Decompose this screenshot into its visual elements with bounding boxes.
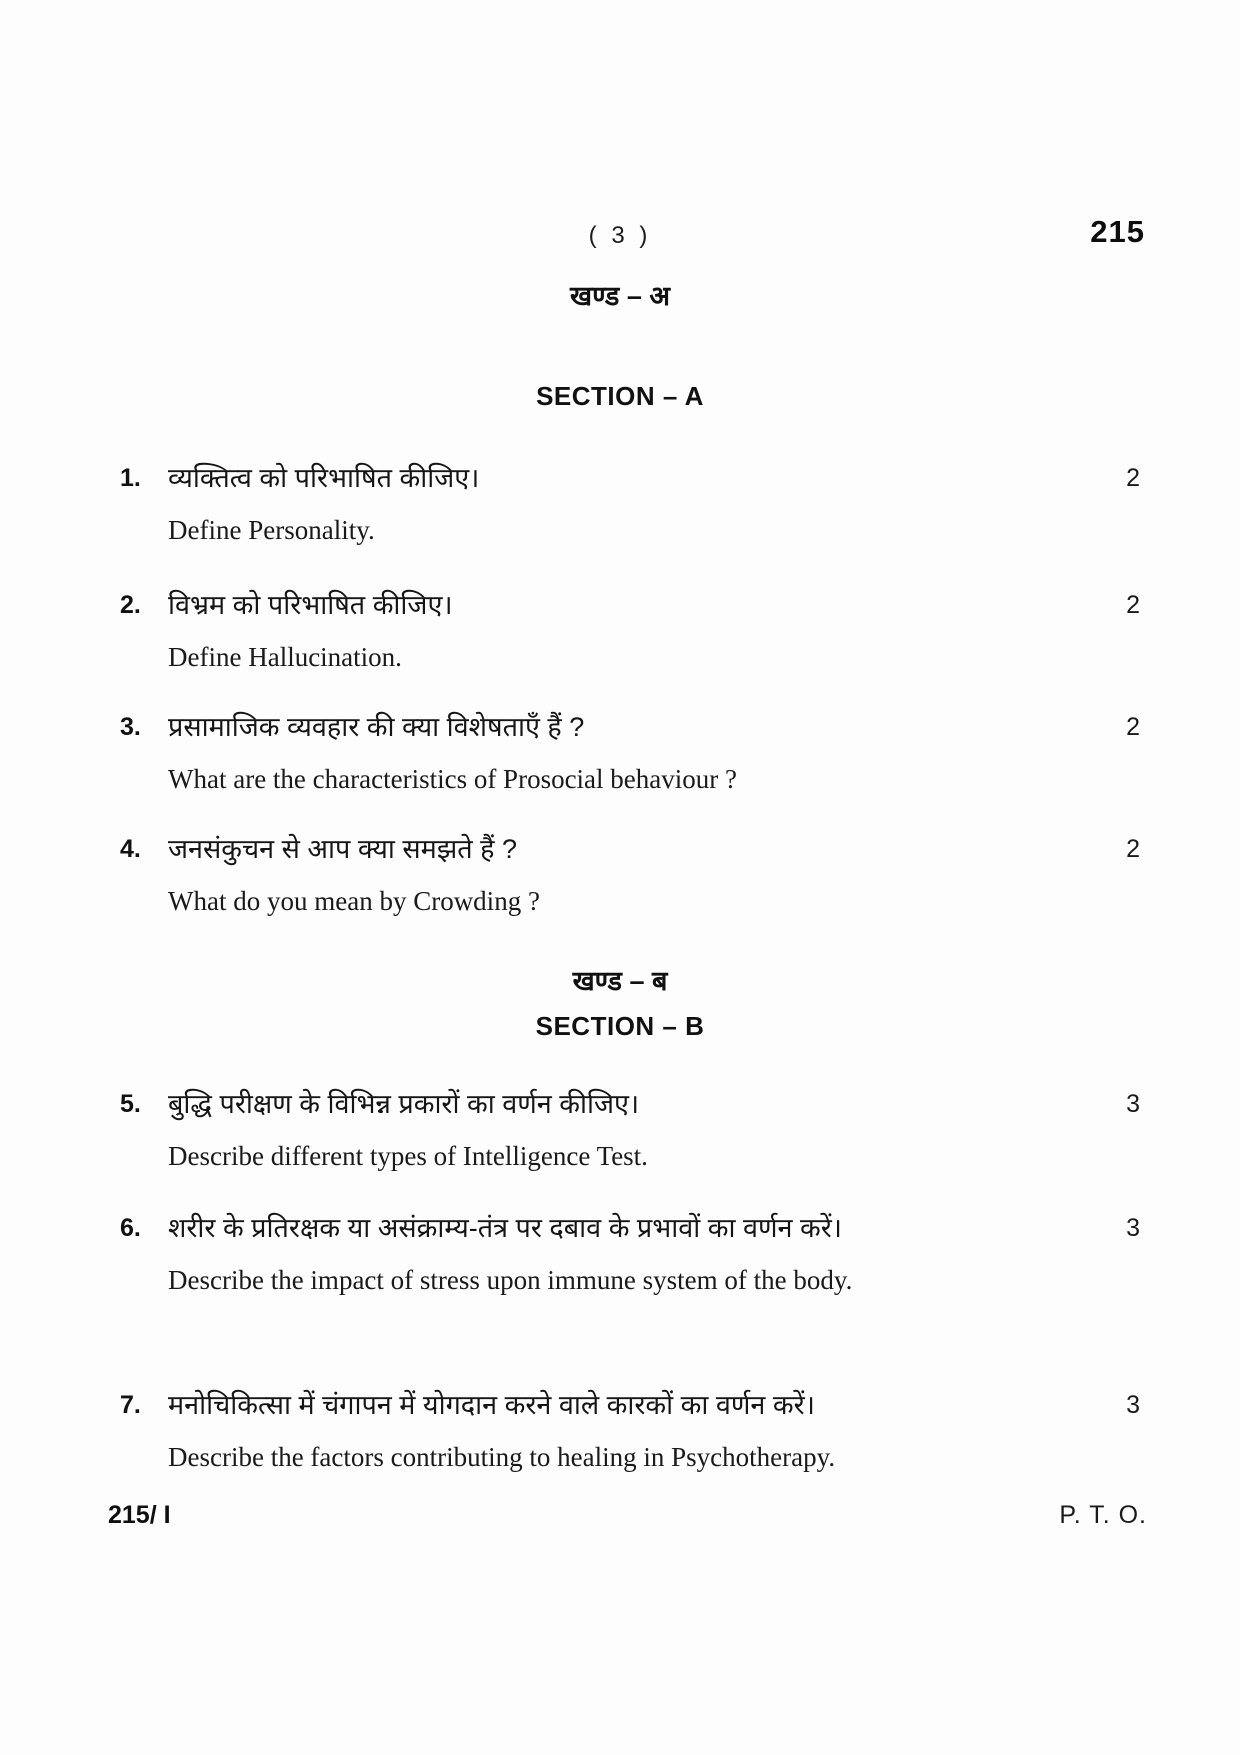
paper-code: 215 xyxy=(1090,214,1145,249)
question-text-hindi: शरीर के प्रतिरक्षक या असंक्राम्य-तंत्र पर दबाव के प्रभावों का वर्णन करें। xyxy=(168,1213,843,1243)
question-2 xyxy=(120,587,1140,675)
question-2-hindi-row xyxy=(120,587,1140,623)
footer-pto-label: P. T. O. xyxy=(1059,1501,1147,1529)
question-3-hindi-row xyxy=(120,709,1140,745)
question-number: 5. xyxy=(120,1090,141,1118)
question-text-english: Describe different types of Intelligence Test. xyxy=(168,1141,648,1171)
question-number: 3. xyxy=(120,713,141,741)
question-7 xyxy=(120,1387,1140,1475)
question-text-hindi: प्रसामाजिक व्यवहार की क्या विशेषताएँ हैं ? xyxy=(168,712,585,742)
question-number: 1. xyxy=(120,464,141,492)
section-a-heading-english: SECTION – A xyxy=(536,381,704,411)
question-text-hindi: विभ्रम को परिभाषित कीजिए। xyxy=(168,590,453,620)
question-5 xyxy=(120,1086,1140,1174)
question-text-english: What do you mean by Crowding ? xyxy=(168,886,540,916)
question-text-hindi: बुद्धि परीक्षण के विभिन्न प्रकारों का वर्णन कीजिए। xyxy=(168,1089,640,1119)
question-1 xyxy=(120,460,1140,548)
question-text-hindi: व्यक्तित्व को परिभाषित कीजिए। xyxy=(168,463,480,493)
question-3 xyxy=(120,709,1140,797)
question-number: 6. xyxy=(120,1214,141,1242)
question-text-english: Describe the impact of stress upon immune system of the body. xyxy=(168,1265,853,1295)
question-6 xyxy=(120,1210,1140,1298)
footer-paper-set-code: 215/ I xyxy=(108,1501,171,1529)
question-1-hindi-row xyxy=(120,460,1140,496)
question-marks: 2 xyxy=(1126,464,1140,492)
question-text-english: Describe the factors contributing to healing in Psychotherapy. xyxy=(168,1442,836,1472)
question-7-hindi-row xyxy=(120,1387,1140,1423)
question-4 xyxy=(120,831,1140,919)
question-number: 4. xyxy=(120,835,141,863)
question-text-english: Define Personality. xyxy=(168,515,375,545)
question-marks: 2 xyxy=(1126,835,1140,863)
question-text-hindi: मनोचिकित्सा में चंगापन में योगदान करने वाले कारकों का वर्णन करें। xyxy=(168,1390,815,1420)
question-marks: 3 xyxy=(1126,1391,1140,1419)
question-marks: 3 xyxy=(1126,1090,1140,1118)
question-5-hindi-row xyxy=(120,1086,1140,1122)
section-b-heading-hindi: खण्ड – ब xyxy=(572,966,668,996)
question-6-hindi-row xyxy=(120,1210,1140,1246)
question-text-english: Define Hallucination. xyxy=(168,642,402,672)
section-a-heading-hindi: खण्ड – अ xyxy=(569,281,670,311)
question-text-hindi: जनसंकुचन से आप क्या समझते हैं ? xyxy=(168,834,517,864)
page-number: ( 3 ) xyxy=(588,222,652,249)
question-number: 7. xyxy=(120,1391,141,1419)
question-marks: 2 xyxy=(1126,713,1140,741)
section-b-heading-english: SECTION – B xyxy=(535,1011,705,1041)
question-4-hindi-row xyxy=(120,831,1140,867)
question-marks: 2 xyxy=(1126,591,1140,619)
question-marks: 3 xyxy=(1126,1214,1140,1242)
question-text-english: What are the characteristics of Prosocial behaviour ? xyxy=(168,764,737,794)
question-number: 2. xyxy=(120,591,141,619)
